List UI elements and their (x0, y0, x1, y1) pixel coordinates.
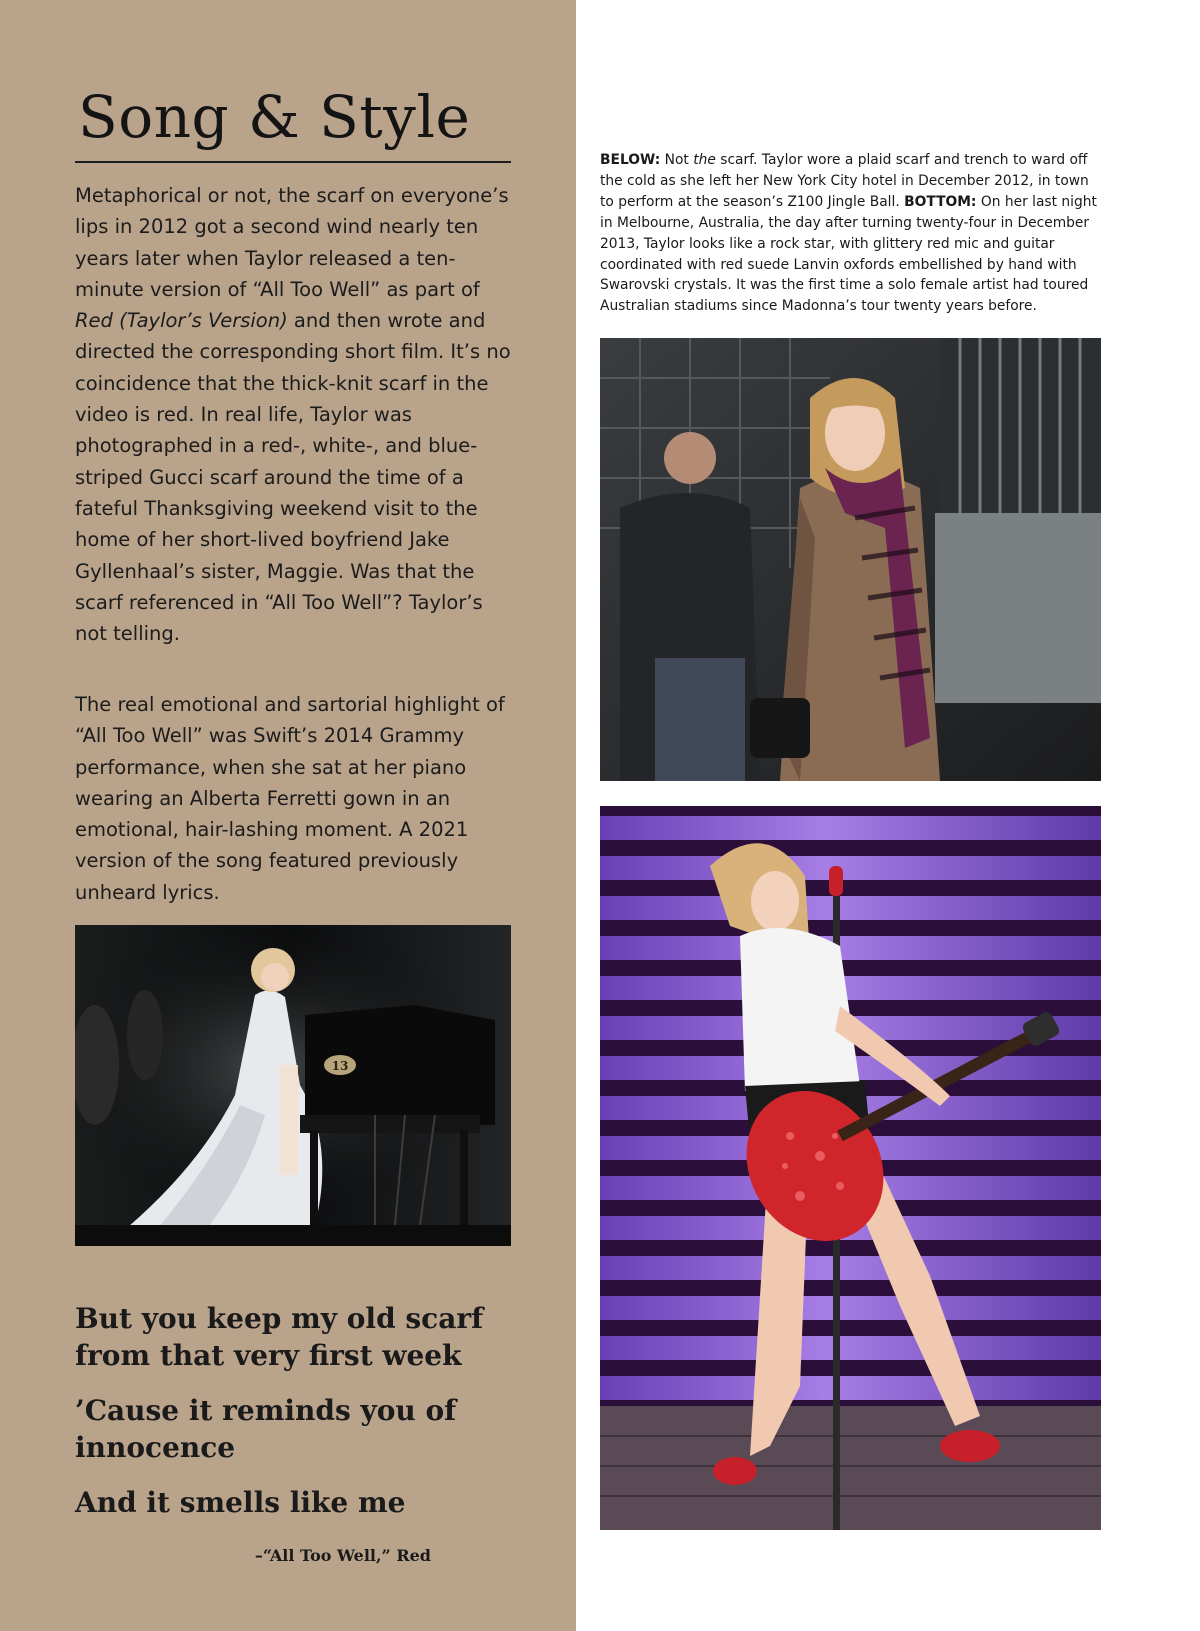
piano-performance-photo (75, 925, 511, 1246)
photo-caption (600, 150, 1100, 317)
page-title: Song & Style (78, 83, 471, 151)
album-title: Red (Taylor’s Version) (75, 309, 288, 333)
piano-number: 13 (331, 1059, 349, 1073)
body-paragraph-1 (75, 180, 515, 649)
lyrics-attribution: –“All Too Well,” Red (254, 1546, 431, 1565)
caption-bottom-label: BOTTOM: (904, 193, 977, 210)
title-rule (75, 161, 511, 163)
concert-guitar-photo (600, 806, 1101, 1530)
caption-below-label: BELOW: (600, 152, 661, 168)
body-paragraph-1-text-a: Metaphorical or not, the scarf on everyone’s lips in 2012 got a second wind nearly ten years later when Taylor released a ten-minute version of “All Too Well” as part of (75, 184, 509, 301)
body-paragraph-1-text-b: and then wrote and directed the corresponding short film. It’s no coincidence that the thick-knit scarf in the video is red. In real life, Taylor was photographed in a red-, white-, and blue-striped Gucci scarf around the time of a fateful Thanksgiving weekend visit to the home of her short-lived boyfriend Jake Gyllenhaal’s sister, Maggie. Was that the scarf referenced in “All Too Well”? Taylor’s not telling. (75, 309, 511, 646)
lyric-line-1: But you keep my old scarf from that very first week (75, 1302, 484, 1372)
caption-below-text-b: scarf. Taylor wore a plaid scarf and trench to ward off the cold as she left her New York City hotel in December 2012, in town to perform at the season’s Z100 Jingle Ball. (600, 152, 1089, 210)
body-paragraph-2: The real emotional and sartorial highlight of “All Too Well” was Swift’s 2014 Grammy performance, when she sat at her piano wearing an Alberta Ferretti gown in an emotional, hair-lashing moment. A 2021 version of the song featured previously unheard lyrics. (75, 693, 505, 904)
lyrics-block (75, 1300, 515, 1539)
caption-below-text-a: Not (660, 152, 694, 168)
lyric-line-3: And it smells like me (75, 1486, 406, 1519)
caption-below-emphasis: the (693, 152, 716, 168)
caption-bottom-text: On her last night in Melbourne, Australia, the day after turning twenty-four in December 2013, Taylor looks like a rock star, with glittery red mic and guitar coordinated with red suede Lanvin oxfords embellished by hand with Swarovski crystals. It was the first time a solo female artist had toured Australian stadiums since Madonna’s tour twenty years before. (600, 193, 1097, 315)
lyric-line-2: ’Cause it reminds you of innocence (75, 1394, 457, 1464)
street-scarf-photo (600, 338, 1101, 781)
